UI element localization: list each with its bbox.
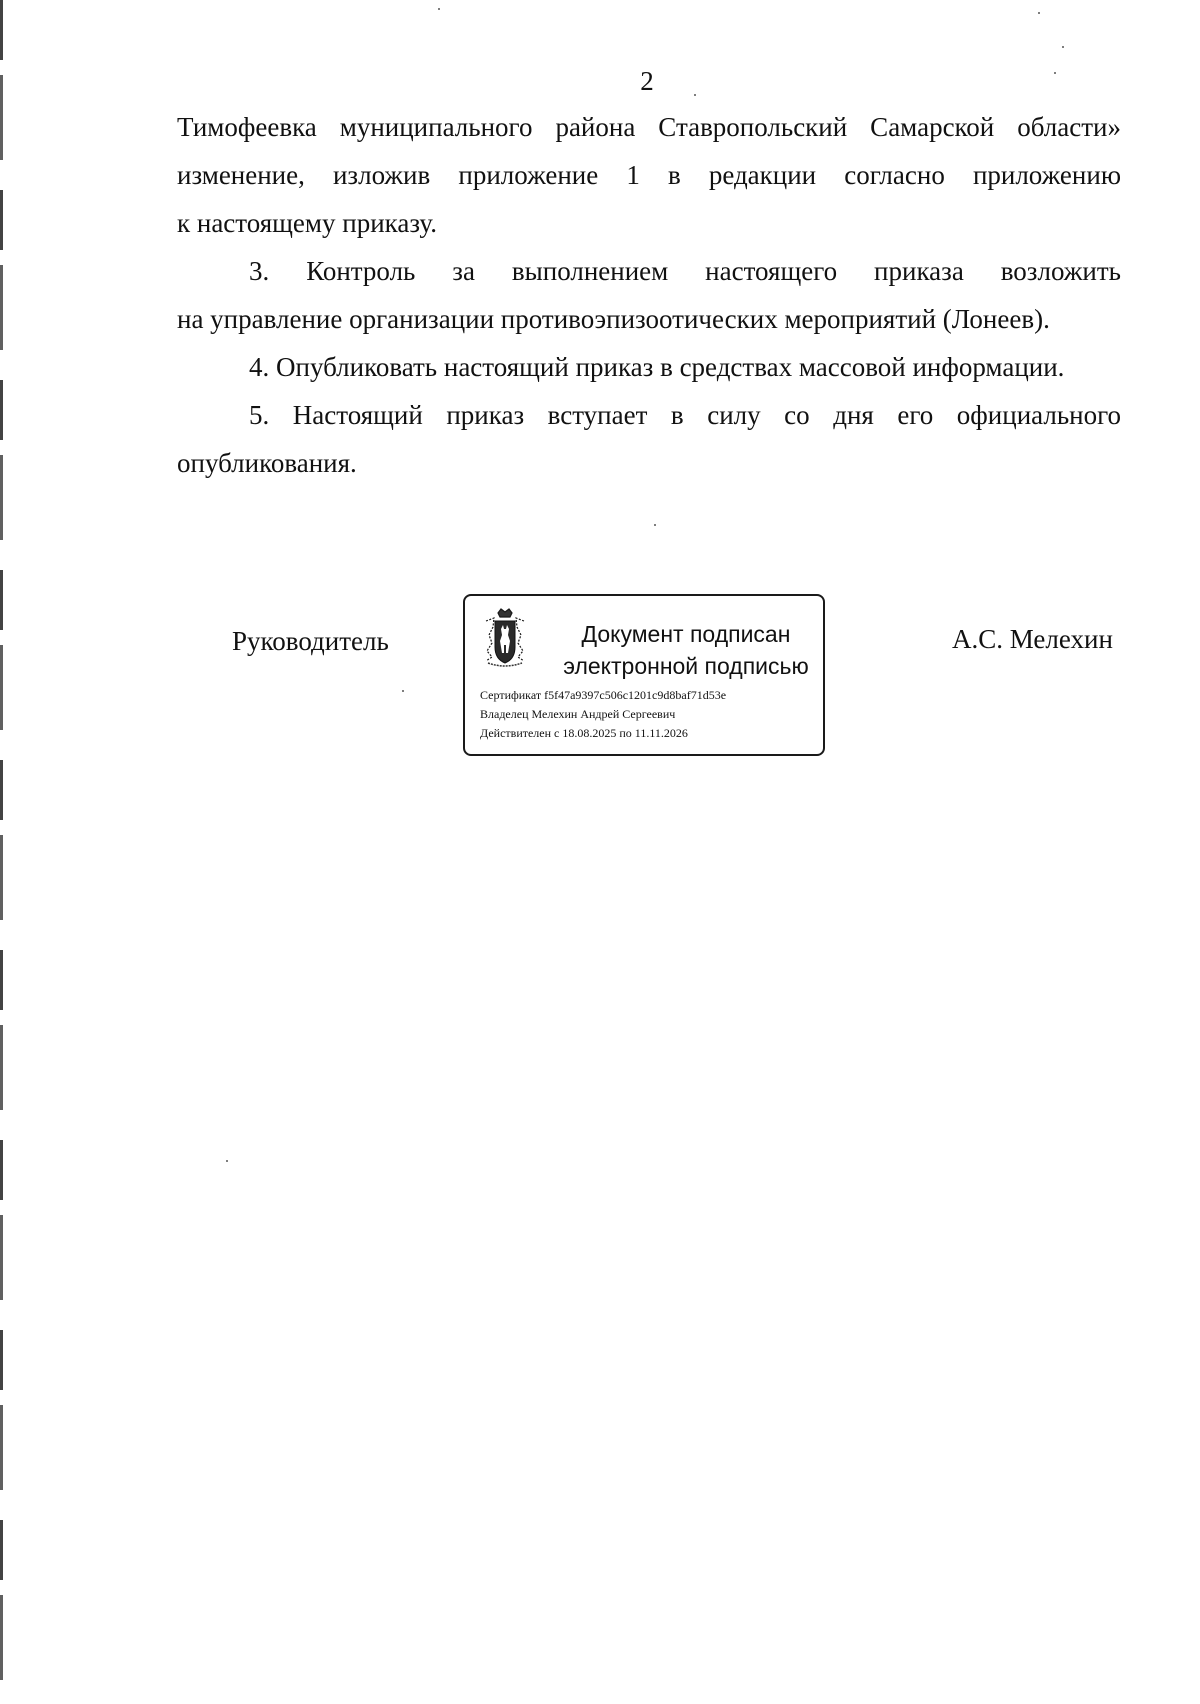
continuation-line-1: Тимофеевка муниципального района Ставропольский Самарской области» (177, 112, 1121, 142)
item-3-line-2: на управление организации противоэпизоотических мероприятий (Лонеев). (177, 304, 1050, 334)
scan-speck (226, 1160, 228, 1162)
scan-speck (654, 524, 656, 526)
stamp-owner: Владелец Мелехин Андрей Сергеевич (480, 707, 676, 721)
samara-region-coat-of-arms-icon (482, 607, 528, 667)
document-body (177, 103, 1121, 487)
item-5-line-2: опубликования. (177, 448, 357, 478)
scan-speck (1038, 12, 1040, 14)
continuation-line-2: изменение, изложив приложение 1 в редакции согласно приложению (177, 160, 1121, 190)
item-5-line-1: 5. Настоящий приказ вступает в силу со дня его официального (249, 400, 1121, 430)
stamp-title (551, 618, 821, 682)
scan-speck (438, 8, 440, 10)
page-number: 2 (640, 66, 654, 96)
scan-speck (402, 690, 404, 692)
signatory-name: А.С. Мелехин (952, 624, 1113, 654)
item-4: 4. Опубликовать настоящий приказ в средствах массовой информации. (249, 352, 1065, 382)
stamp-details (480, 686, 726, 743)
scan-edge-artifact (0, 0, 3, 1704)
item-3-line-1: 3. Контроль за выполнением настоящего приказа возложить (249, 256, 1121, 286)
stamp-title-line-1: Документ подписан (581, 621, 791, 647)
stamp-certificate: Сертификат f5f47a9397c506c1201c9d8baf71d53e (480, 688, 727, 702)
stamp-title-line-2: электронной подписью (563, 653, 809, 679)
scan-speck (1062, 46, 1064, 48)
signatory-role: Руководитель (232, 626, 389, 656)
electronic-signature-stamp (463, 594, 825, 756)
stamp-validity: Действителен с 18.08.2025 по 11.11.2026 (480, 726, 688, 740)
continuation-line-3: к настоящему приказу. (177, 208, 437, 238)
